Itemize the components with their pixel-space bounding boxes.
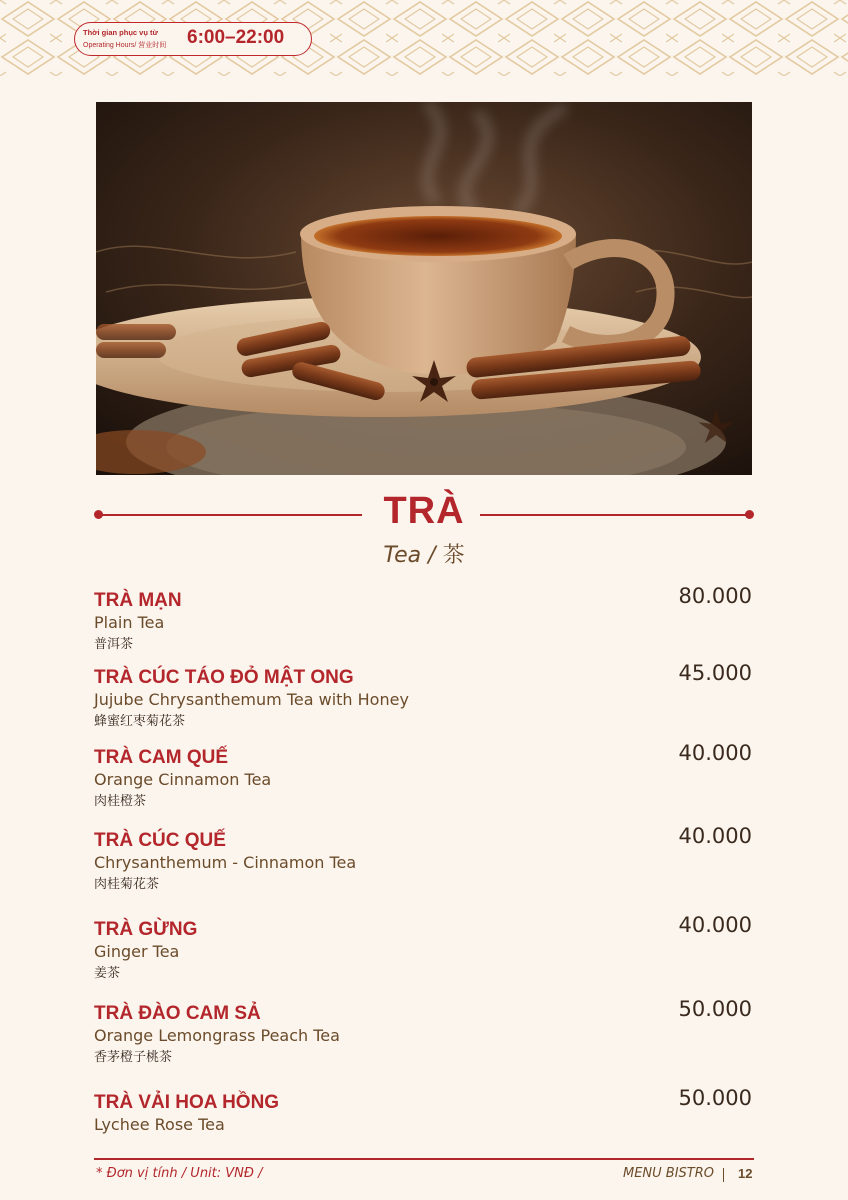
item-english-name: Plain Tea	[94, 613, 165, 632]
item-english-name: Chrysanthemum - Cinnamon Tea	[94, 853, 357, 872]
item-price: 50.000	[678, 1086, 752, 1110]
section-title: TRÀ	[383, 490, 465, 532]
section-title-row	[0, 490, 848, 540]
menu-item	[94, 741, 754, 813]
item-chinese-name: 香茅橙子桃茶	[94, 1050, 173, 1065]
menu-item	[94, 584, 754, 656]
footer-brand: MENU BISTRO	[622, 1166, 714, 1181]
item-name: TRÀ CÚC QUẾ	[94, 830, 226, 851]
item-chinese-name: 姜茶	[94, 966, 121, 981]
item-price: 45.000	[678, 661, 752, 685]
title-line-right	[480, 514, 748, 516]
item-price: 40.000	[678, 913, 752, 937]
menu-item	[94, 824, 754, 896]
menu-item	[94, 997, 754, 1069]
item-english-name: Orange Cinnamon Tea	[94, 770, 272, 789]
operating-hours-badge	[74, 22, 312, 56]
menu-item	[94, 1086, 754, 1136]
hours-time: 6:00–22:00	[187, 27, 285, 48]
item-chinese-name: 肉桂菊花茶	[94, 877, 160, 892]
page-number: 12	[738, 1166, 753, 1181]
section-subtitle	[0, 538, 848, 569]
unit-note: * Đơn vị tính / Unit: VNĐ /	[96, 1166, 263, 1181]
tea-photo	[96, 102, 752, 475]
menu-item	[94, 913, 754, 985]
item-name: TRÀ CAM QUẾ	[94, 747, 229, 768]
section-subtitle-chinese: 茶	[442, 543, 465, 568]
item-name: TRÀ ĐÀO CAM SẢ	[94, 1003, 261, 1024]
item-chinese-name: 普洱茶	[94, 637, 134, 652]
item-english-name: Orange Lemongrass Peach Tea	[94, 1026, 340, 1045]
footer-divider	[94, 1158, 754, 1160]
item-price: 80.000	[678, 584, 752, 608]
item-name: TRÀ GỪNG	[94, 919, 198, 940]
item-price: 40.000	[678, 824, 752, 848]
footer-separator	[723, 1168, 724, 1182]
item-english-name: Ginger Tea	[94, 942, 180, 961]
section-subtitle-english: Tea /	[383, 543, 436, 568]
item-chinese-name: 蜂蜜红枣菊花茶	[94, 714, 186, 729]
hours-label-vietnamese: Thời gian phục vụ từ	[83, 28, 158, 37]
title-dot-right	[745, 510, 754, 519]
title-line-left	[100, 514, 362, 516]
item-chinese-name: 肉桂橙茶	[94, 794, 147, 809]
item-price: 50.000	[678, 997, 752, 1021]
menu-item	[94, 661, 754, 733]
item-name: TRÀ CÚC TÁO ĐỎ MẬT ONG	[94, 667, 354, 688]
item-price: 40.000	[678, 741, 752, 765]
item-english-name: Lychee Rose Tea	[94, 1115, 225, 1134]
hours-label-english: Operating Hours/ 营业时间	[83, 42, 167, 49]
item-name: TRÀ MẠN	[94, 590, 182, 611]
item-english-name: Jujube Chrysanthemum Tea with Honey	[94, 690, 409, 709]
item-name: TRÀ VẢI HOA HỒNG	[94, 1092, 280, 1113]
